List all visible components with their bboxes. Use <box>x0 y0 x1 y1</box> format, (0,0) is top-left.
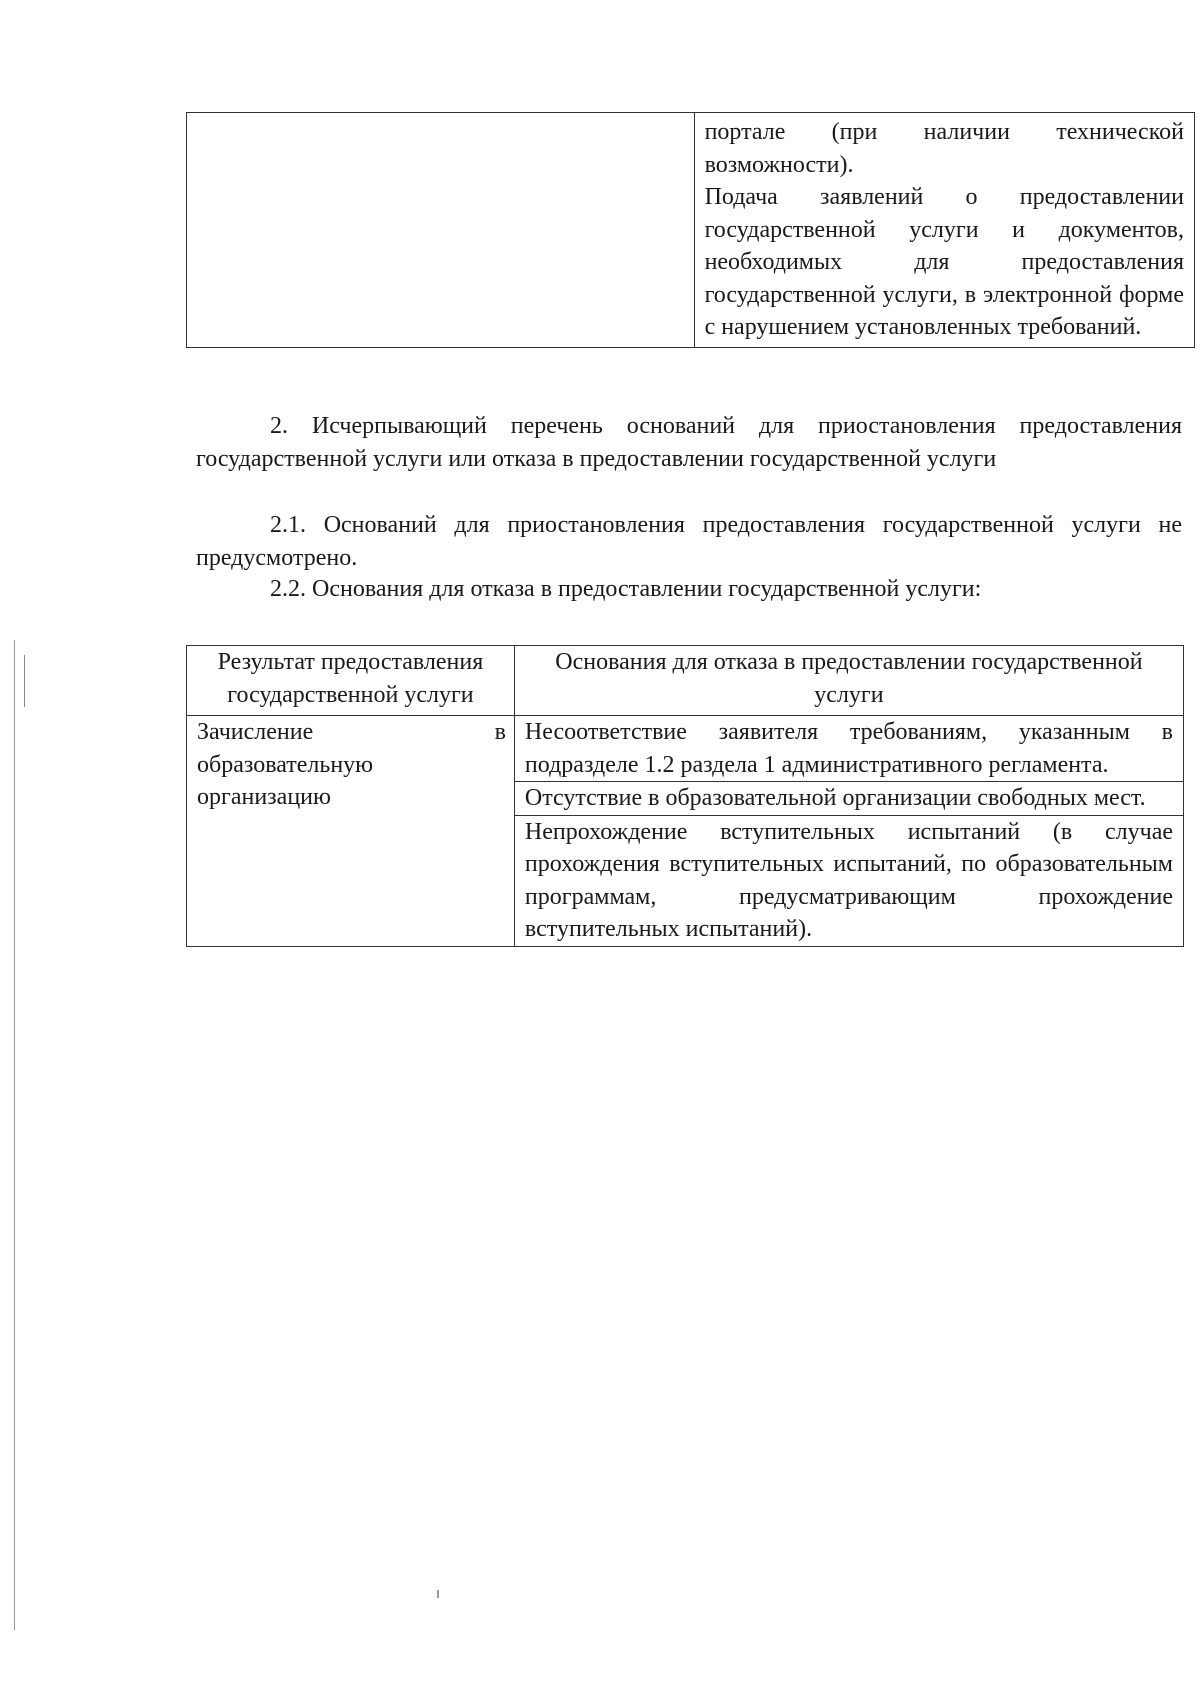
ground-cell: Отсутствие в образовательной организации свободных мест. <box>514 782 1183 816</box>
continuation-table <box>186 112 1195 348</box>
refusal-grounds-table <box>186 645 1184 947</box>
table-cell-empty <box>187 113 695 348</box>
ground-cell: Несоответствие заявителя требованиям, указанным в подразделе 1.2 раздела 1 административного регламента. <box>514 716 1183 782</box>
cell-paragraph: портале (при наличии технической возможности). <box>704 119 1184 178</box>
table-cell-text <box>694 113 1194 348</box>
table-row <box>187 113 1195 348</box>
table-header-row <box>187 646 1184 716</box>
section-heading: 2. Исчерпывающий перечень оснований для приостановления предоставления государственной услуги или отказа в предоставлении государственной услуги <box>196 413 1182 472</box>
column-header-result: Результат предоставления государственной услуги <box>187 646 515 716</box>
cell-paragraph: Подача заявлений о предоставлении государственной услуги и документов, необходимых для предоставления государственной услуги, в электронной форме с нарушением установленных требований. <box>704 184 1184 340</box>
scan-speck <box>437 1590 439 1598</box>
scan-edge-line <box>14 640 15 1630</box>
section-paragraph: 2.1. Оснований для приостановления предоставления государственной услуги не предусмотрено. <box>196 512 1182 571</box>
column-header-grounds: Основания для отказа в предоставлении государственной услуги <box>514 646 1183 716</box>
ground-cell: Непрохождение вступительных испытаний (в случае прохождения вступительных испытаний, по образовательным программам, предусматривающим прохождение вступительных испытаний). <box>514 815 1183 946</box>
scan-mark <box>24 685 25 707</box>
table-row <box>187 716 1184 782</box>
result-cell: Зачисление в образовательную организацию <box>187 716 515 947</box>
section-paragraph: 2.2. Основания для отказа в предоставлении государственной услуги: <box>270 576 982 602</box>
